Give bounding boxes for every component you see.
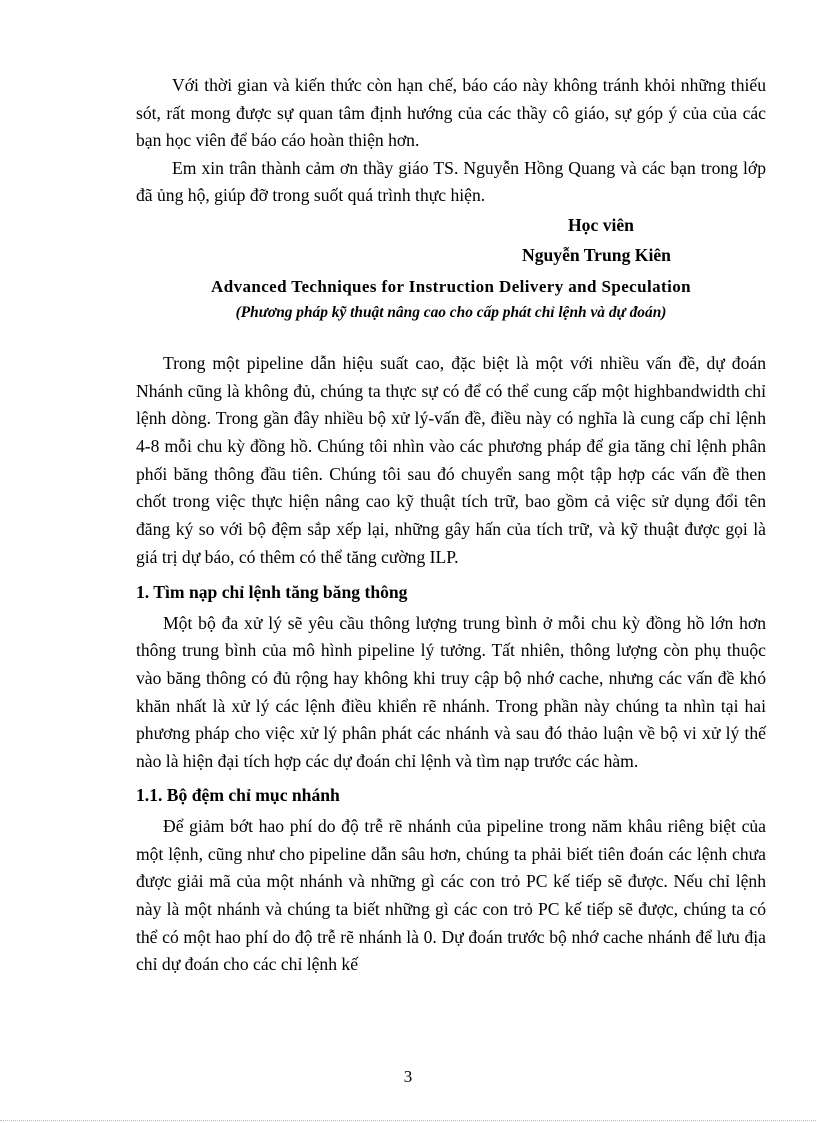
section-1-heading: 1. Tìm nạp chỉ lệnh tăng băng thông: [136, 581, 408, 602]
page-content: [136, 72, 766, 979]
page-bottom-divider: [0, 1120, 816, 1121]
signature-role: Học viên: [568, 214, 634, 235]
intro-paragraph-limitations: Với thời gian và kiến thức còn hạn chế, báo cáo này không tránh khỏi những thiếu sót, rất mong được sự quan tâm định hướng của các thầy cô giáo, sự góp ý của của các bạn học viên để báo cáo hoàn thiện hơn.: [136, 75, 766, 151]
intro-paragraph-thanks: Em xin trân thành cảm ơn thầy giáo TS. Nguyễn Hồng Quang và các bạn trong lớp đã ủng hộ, giúp đỡ trong suốt quá trình thực hiện.: [136, 157, 766, 206]
spacer: [136, 324, 766, 350]
section-1-paragraph: Một bộ đa xử lý sẽ yêu cầu thông lượng trung bình ở mỗi chu kỳ đồng hồ lớn hơn thông trung bình của mô hình pipeline lý tưởng. Tất nhiên, thông lượng còn phụ thuộc vào băng thông có đủ rộng hay không khi truy cập bộ nhớ cache, nhưng các vấn đề khó khăn nhất là xử lý các lệnh điều khiển rẽ nhánh. Trong phần này chúng ta nhìn tại hai phương pháp cho việc xử lý phân phát các nhánh và sau đó thảo luận về bộ vi xử lý thế nào là hiện đại tích hợp các dự đoán chỉ lệnh và tìm nạp trước các hàm.: [136, 612, 766, 772]
document-subtitle: (Phương pháp kỹ thuật nâng cao cho cấp phát chỉ lệnh và dự đoán): [235, 303, 667, 321]
document-title: Advanced Techniques for Instruction Delivery and Speculation: [211, 276, 691, 296]
opening-paragraph: Trong một pipeline dẫn hiệu suất cao, đặc biệt là một với nhiều vấn đề, dự đoán Nhánh cũng là không đủ, chúng ta thực sự có để có thể cung cấp một highbandwidth chỉ lệnh dòng. Trong gần đây nhiều bộ xử lý-vấn đề, điều này có nghĩa là cung cấp chỉ lệnh 4-8 mỗi chu kỳ đồng hồ. Chúng tôi nhìn vào các phương pháp để gia tăng chỉ lệnh phân phối băng thông đầu tiên. Chúng tôi sau đó chuyển sang một tập hợp các vấn đề then chốt trong việc thực hiện nâng cao kỹ thuật tích trữ, bao gồm cả việc sử dụng đổi tên đăng ký so với bộ đệm sắp xếp lại, những gây hấn của tích trữ, và kỹ thuật được gọi là giá trị dự báo, có thêm có thể tăng cường ILP.: [136, 352, 766, 567]
section-1-1-paragraph: Để giảm bớt hao phí do độ trễ rẽ nhánh của pipeline trong năm khâu riêng biệt của một lệnh, cũng như cho pipeline dẫn sâu hơn, chúng ta phải biết tiên đoán các lệnh chưa được giải mã của một nhánh và những gì các con trỏ PC kế tiếp sẽ được. Nếu chỉ lệnh này là một nhánh và chúng ta biết những gì các con trỏ PC kế tiếp sẽ được, chúng ta có thể có một hao phí do độ trễ rẽ nhánh là 0. Dự đoán trước bộ nhớ cache nhánh để lưu địa chỉ dự đoán cho các chỉ lệnh kế: [136, 815, 766, 975]
signature-name: Nguyễn Trung Kiên: [522, 244, 671, 265]
section-1-1-heading: 1.1. Bộ đệm chỉ mục nhánh: [136, 784, 340, 805]
page-number: 3: [403, 1067, 413, 1086]
